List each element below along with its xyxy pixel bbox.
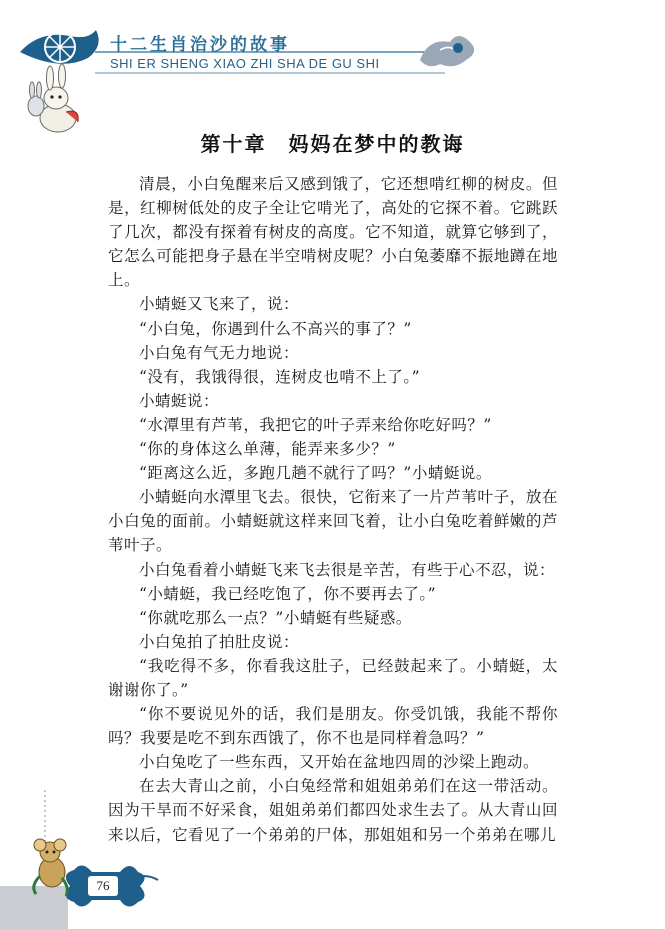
paragraph: “小白兔，你遇到什么不高兴的事了？” <box>139 319 412 338</box>
paragraph: “你不要说见外的话，我们是朋友。你受饥饿，我能不帮你吗？我要是吃不到东西饿了，你不也是同样着急吗？” <box>108 705 558 748</box>
paragraph: 在去大青山之前，小白兔经常和姐姐弟弟们在这一带活动。因为干旱而不好采食，姐姐弟弟们都四处求生去了。从大青山回来以后，它看见了一个弟弟的尸体，那姐姐和另一个弟弟在哪儿 <box>108 777 558 844</box>
cloud-ornament-icon <box>420 36 474 66</box>
paragraph: 小白兔看着小蜻蜓飞来飞去很是辛苦，有些于心不忍，说： <box>139 560 556 579</box>
series-title-cn: 十二生肖治沙的故事 <box>110 35 290 55</box>
paragraph: “你的身体这么单薄，能弄来多少？” <box>139 440 396 459</box>
paragraph: 清晨，小白兔醒来后又感到饿了，它还想啃红柳的树皮。但是，红柳树低处的皮子全让它啃光了，高处的它探不着。它跳跃了几次，都没有探着有树皮的高度。它不知道，就算它够到了，它怎么可能把身子悬在半空啃树皮呢？小白兔萎靡不振地蹲在地上。 <box>108 175 558 290</box>
paragraph: 小蜻蜓说： <box>139 391 220 410</box>
page-number: 76 <box>96 878 110 893</box>
paragraph: “我吃得不多，你看我这肚子，已经鼓起来了。小蜻蜓，太谢谢你了。” <box>108 656 558 699</box>
paragraph: 小蜻蜓向水潭里飞去。很快，它衔来了一片芦苇叶子，放在小白兔的面前。小蜻蜓就这样来回飞着，让小白兔吃着鲜嫩的芦苇叶子。 <box>108 488 558 555</box>
chapter-heading <box>0 128 665 157</box>
chapter-number: 第十章 <box>200 132 267 156</box>
paragraph: 小白兔有气无力地说： <box>139 343 300 362</box>
chapter-body <box>108 172 558 847</box>
paragraph: “水潭里有芦苇，我把它的叶子弄来给你吃好吗？” <box>139 415 492 434</box>
rabbit-cartoon-icon <box>28 64 78 132</box>
paragraph: 小蜻蜓又飞来了，说： <box>139 295 300 314</box>
paragraph: “距离这么近，多跑几趟不就行了吗？”小蜻蜓说。 <box>139 464 492 483</box>
paragraph: “你就吃那么一点？”小蜻蜓有些疑惑。 <box>139 608 412 627</box>
knot-ornament-icon <box>45 32 75 62</box>
series-title-pinyin: SHI ER SHENG XIAO ZHI SHA DE GU SHI <box>110 56 380 71</box>
paragraph: “小蜻蜓，我已经吃饱了，你不要再去了。” <box>139 584 437 603</box>
footer-ornament <box>0 790 665 929</box>
paragraph: 小白兔吃了一些东西，又开始在盆地四周的沙梁上跑动。 <box>139 753 540 772</box>
chapter-title: 妈妈在梦中的教诲 <box>288 132 465 156</box>
paragraph: 小白兔拍了拍肚皮说： <box>139 632 300 651</box>
paragraph: “没有，我饿得很，连树皮也啃不上了。” <box>139 367 421 386</box>
page-footer <box>0 790 665 929</box>
